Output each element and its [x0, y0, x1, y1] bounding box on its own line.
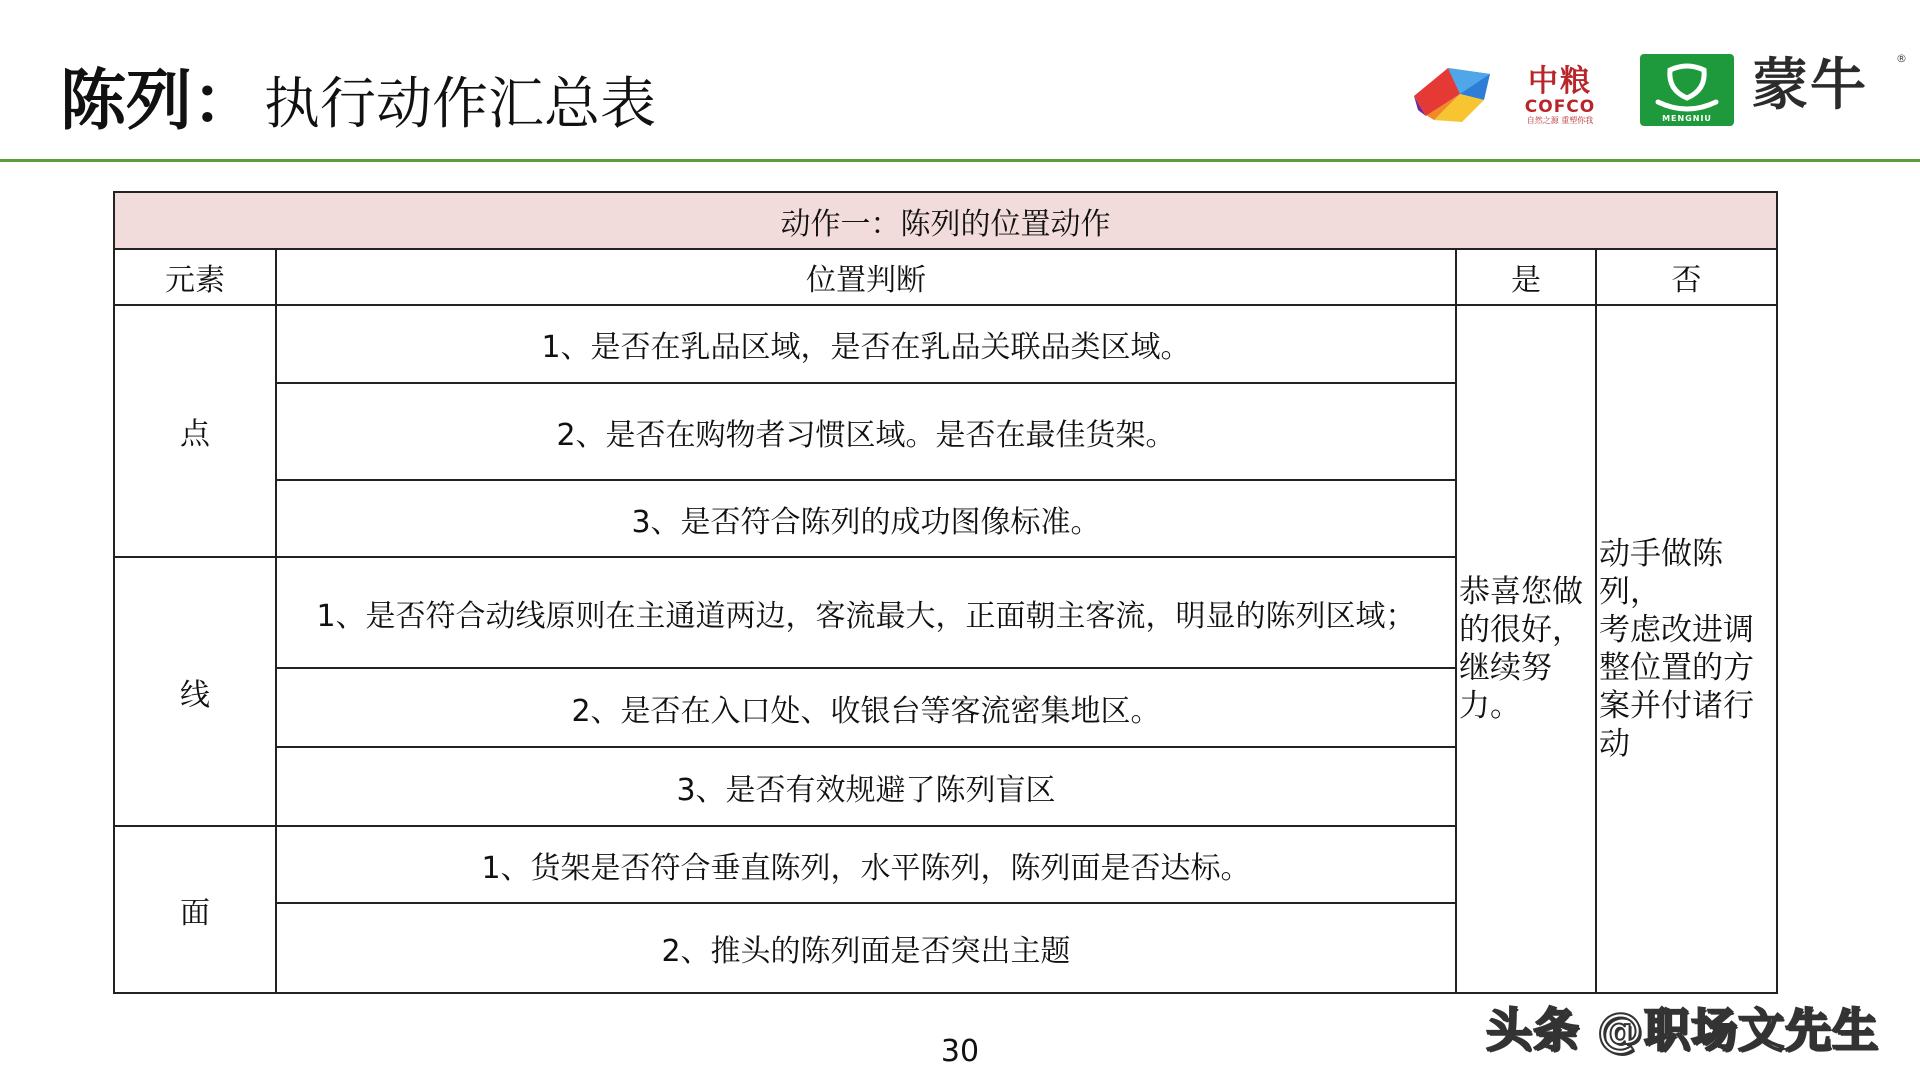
cofco-cn: 中粮 — [1528, 64, 1592, 99]
watermark: 头条 @职场文先生 — [1486, 1003, 1880, 1057]
mengniu-cn: 蒙牛 — [1752, 53, 1868, 118]
cofco-logo — [1512, 66, 1608, 130]
registered-mark: ® — [1896, 52, 1907, 65]
header-element: 元素 — [114, 249, 276, 305]
cofco-cube-logo-icon — [1404, 60, 1500, 130]
criterion-cell: 2、是否在购物者习惯区域。是否在最佳货架。 — [276, 383, 1456, 480]
criterion-cell: 1、是否在乳品区域，是否在乳品关联品类区域。 — [276, 305, 1456, 383]
element-cell: 点 — [114, 305, 276, 557]
cofco-en: COFCO — [1524, 97, 1596, 117]
criterion-cell: 1、货架是否符合垂直陈列，水平陈列，陈列面是否达标。 — [276, 826, 1456, 903]
element-cell: 面 — [114, 826, 276, 993]
criterion-cell: 2、是否在入口处、收银台等客流密集地区。 — [276, 668, 1456, 747]
title-divider — [0, 159, 1920, 162]
no-note-line: 考虑改进调 — [1599, 612, 1754, 648]
no-note-line: 动 — [1599, 726, 1630, 762]
page-number: 30 — [940, 1034, 980, 1069]
yes-note-line: 继续努力。 — [1459, 650, 1552, 724]
table-caption: 动作一：陈列的位置动作 — [114, 192, 1777, 249]
yes-note-cell — [1456, 305, 1596, 993]
table-header-row — [114, 249, 1777, 305]
summary-table — [113, 191, 1778, 994]
no-note-line: 动手做陈列， — [1599, 536, 1723, 610]
yes-note-line: 恭喜您做 — [1459, 574, 1583, 610]
mengniu-en: MENGNIU — [1662, 114, 1712, 123]
header-position: 位置判断 — [276, 249, 1456, 305]
header-no: 否 — [1596, 249, 1777, 305]
no-note-line: 整位置的方 — [1599, 650, 1754, 686]
cofco-tagline: 自然之源 重塑你我 — [1526, 116, 1594, 125]
no-note-cell — [1596, 305, 1777, 993]
header-yes: 是 — [1456, 249, 1596, 305]
criterion-cell: 3、是否符合陈列的成功图像标准。 — [276, 480, 1456, 557]
no-note-line: 案并付诸行 — [1599, 688, 1754, 724]
title-sub: 执行动作汇总表 — [264, 72, 656, 137]
summary-table-wrap — [113, 191, 1778, 994]
element-cell: 线 — [114, 557, 276, 826]
table-caption-row — [114, 192, 1777, 249]
mengniu-cow-logo-icon — [1640, 54, 1734, 126]
yes-note-line: 的很好， — [1459, 612, 1583, 648]
page-title — [60, 62, 656, 139]
table-row — [114, 305, 1777, 383]
criterion-cell: 3、是否有效规避了陈列盲区 — [276, 747, 1456, 826]
criterion-cell: 1、是否符合动线原则在主通道两边，客流最大，正面朝主客流，明显的陈列区域； — [276, 557, 1456, 668]
criterion-cell: 2、推头的陈列面是否突出主题 — [276, 903, 1456, 993]
title-main: 陈列： — [60, 62, 258, 139]
